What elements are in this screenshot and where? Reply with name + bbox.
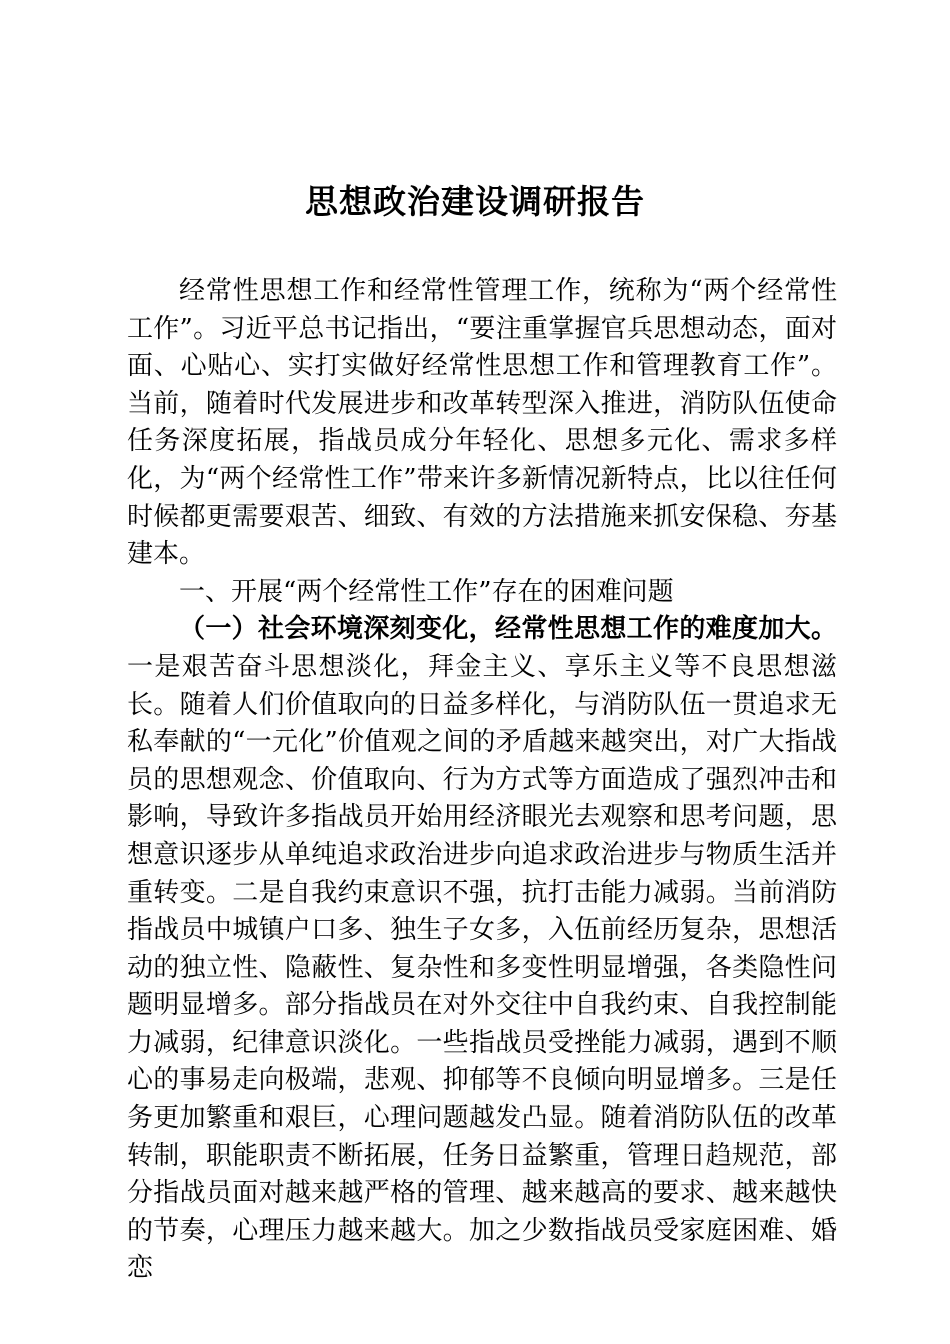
subsection-paragraph (127, 611, 837, 1288)
document-body (127, 273, 837, 1288)
document-title: 思想政治建设调研报告 (305, 182, 645, 221)
subsection-body-text: 一是艰苦奋斗思想淡化，拜金主义、享乐主义等不良思想滋长。随着人们价值取向的日益多样化，与消防队伍一贯追求无私奉献的“一元化”价值观之间的矛盾越来越突出，对广大指战员的思想观念、价值取向、行为方式等方面造成了强烈冲击和影响，导致许多指战员开始用经济眼光去观察和思考问题，思想意识逐步从单纯追求政治进步向追求政治进步与物质生活并重转变。二是自我约束意识不强，抗打击能力减弱。当前消防指战员中城镇户口多、独生子女多，入伍前经历复杂，思想活动的独立性、隐蔽性、复杂性和多变性明显增强，各类隐性问题明显增多。部分指战员在对外交往中自我约束、自我控制能力减弱，纪律意识淡化。一些指战员受挫能力减弱，遇到不顺心的事易走向极端，悲观、抑郁等不良倾向明显增多。三是任务更加繁重和艰巨，心理问题越发凸显。随着消防队伍的改革转制，职能职责不断拓展，任务日益繁重，管理日趋规范，部分指战员面对越来越严格的管理、越来越高的要求、越来越快的节奏，心理压力越来越大。加之少数指战员受家庭困难、婚恋 (127, 651, 837, 1284)
intro-paragraph: 经常性思想工作和经常性管理工作，统称为“两个经常性工作”。习近平总书记指出，“要注重掌握官兵思想动态，面对面、心贴心、实打实做好经常性思想工作和管理教育工作”。当前，随着时代发展进步和改革转型深入推进，消防队伍使命任务深度拓展，指战员成分年轻化、思想多元化、需求多样化，为“两个经常性工作”带来许多新情况新特点，比以往任何时候都更需要艰苦、细致、有效的方法措施来抓安保稳、夯基建本。 (127, 276, 837, 570)
subsection-heading-1: （一）社会环境深刻变化，经常性思想工作的难度加大。 (179, 614, 837, 645)
section-heading-1: 一、开展“两个经常性工作”存在的困难问题 (179, 576, 674, 607)
